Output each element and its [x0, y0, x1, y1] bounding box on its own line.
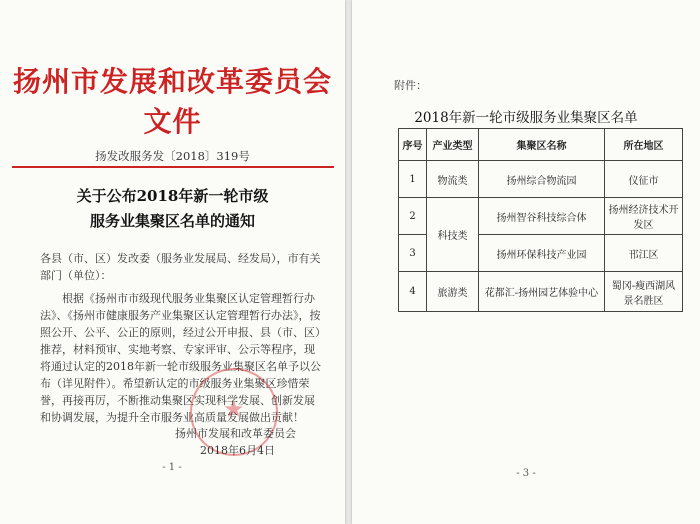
column-header: 集聚区名称 — [479, 129, 605, 161]
document-page-right — [352, 0, 700, 524]
red-divider-line — [12, 166, 334, 168]
attachment-label: 附件： — [394, 79, 427, 92]
region: 邗江区 — [605, 235, 683, 272]
column-header: 产业类型 — [427, 129, 479, 161]
cluster-name: 扬州综合物流园 — [479, 161, 605, 198]
cluster-name: 扬州智谷科技综合体 — [479, 198, 605, 235]
salutation-paragraph: 各县（市、区）发改委（服务业发展局、经发局），市有关部门（单位）： — [40, 252, 321, 282]
signer-name: 扬州市发展和改革委员会 — [175, 427, 296, 440]
table-row — [399, 272, 683, 312]
document-number: 扬发改服务发〔2018〕319号 — [95, 149, 250, 163]
industry-type: 科技类 — [427, 198, 479, 272]
industry-type: 旅游类 — [427, 272, 479, 312]
notice-title-line-1: 关于公布2018年新一轮市级 — [76, 187, 269, 205]
cluster-list-table — [398, 128, 683, 312]
page-number: - 3 - — [516, 468, 536, 479]
signature-date: 2018年6月4日 — [200, 444, 275, 457]
row-number: 2 — [399, 198, 427, 235]
column-header: 序号 — [399, 129, 427, 161]
body-paragraph: 根据《扬州市市级现代服务业集聚区认定管理暂行办法》、《扬州市健康服务产业集聚区认定管理暂行办法》，按照公开、公平、公正的原则，经过公开申报、县（市、区）推荐，材料预审、实地考察、专家评审、公示等程序，现将通过认定的2018年新一轮市级服务业集聚区名单予以公布（详见附件）。希望新认定的市级服务业集聚区珍惜荣誉，再接再厉，不断推动集聚区实现科学发展、创新发展和协调发展，为提升全市服务业高质量发展做出贡献！ — [40, 292, 321, 424]
column-header: 所在地区 — [605, 129, 683, 161]
page-number: - 1 - — [162, 462, 182, 473]
row-number: 4 — [399, 272, 427, 312]
document-page-left — [0, 0, 345, 524]
industry-type: 物流类 — [427, 161, 479, 198]
cluster-name: 扬州环保科技产业园 — [479, 235, 605, 272]
notice-title-line-2: 服务业集聚区名单的通知 — [89, 212, 255, 230]
region: 蜀冈-瘦西湖风景名胜区 — [605, 272, 683, 312]
row-number: 3 — [399, 235, 427, 272]
table-row — [399, 198, 683, 235]
table-header-row — [399, 129, 683, 161]
table-title: 2018年新一轮市级服务业集聚区名单 — [414, 110, 638, 126]
table-row — [399, 161, 683, 198]
region: 仪征市 — [605, 161, 683, 198]
region: 扬州经济技术开发区 — [605, 198, 683, 235]
row-number: 1 — [399, 161, 427, 198]
cluster-name: 花都汇-扬州园艺体验中心 — [479, 272, 605, 312]
letterhead-title: 扬州市发展和改革委员会文件 — [12, 65, 332, 138]
